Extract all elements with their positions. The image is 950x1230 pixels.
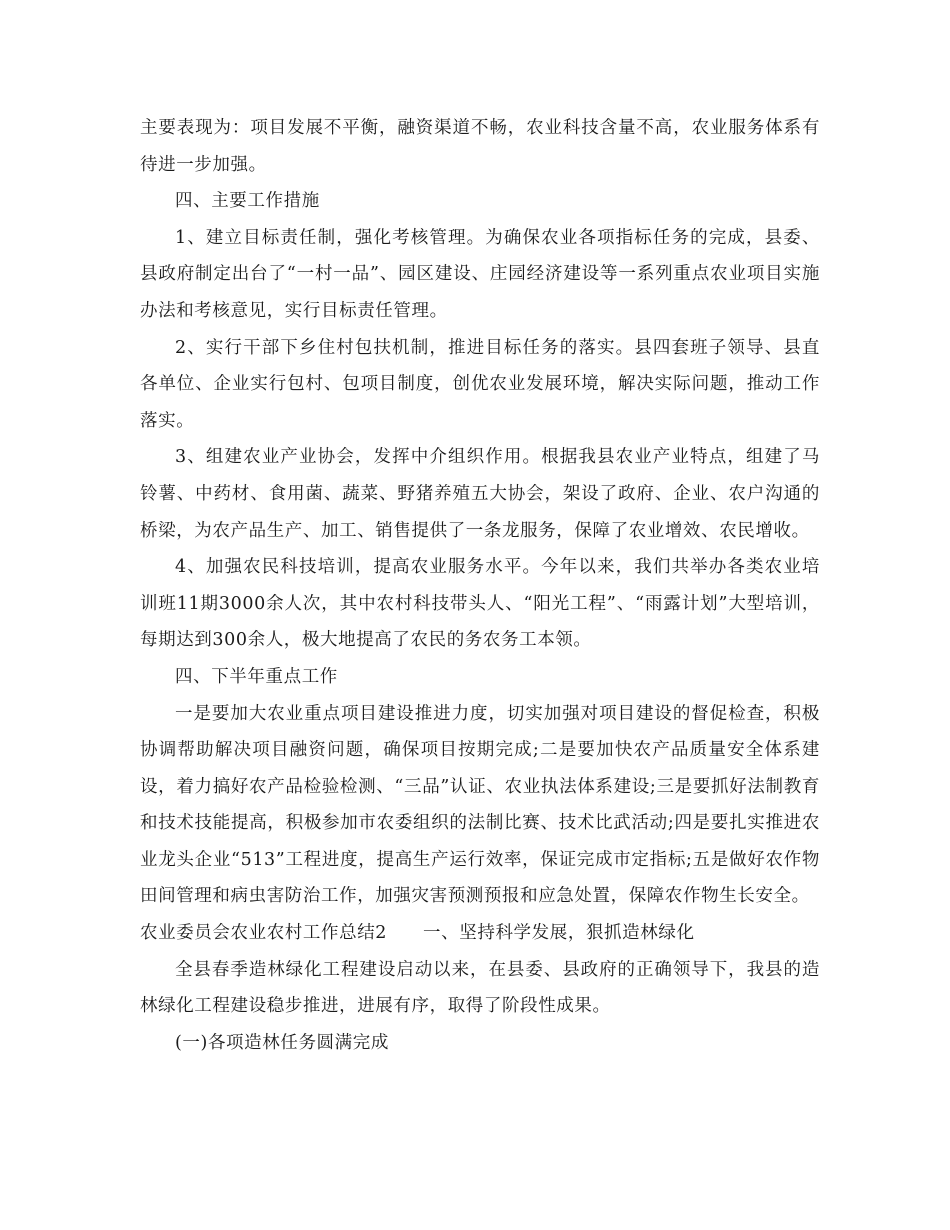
paragraph-measure-1: 1、建立目标责任制，强化考核管理。为确保农业各项指标任务的完成，县委、县政府制定出台了“一村一品”、园区建设、庄园经济建设等一系列重点农业项目实施办法和考核意见，实行目标责任管理。 — [140, 227, 820, 321]
section-heading-afforestation: 一、坚持科学发展，狠抓造林绿化 — [423, 923, 695, 944]
document-title-2: 农业委员会农业农村工作总结2 — [140, 923, 388, 944]
paragraph-problems: 主要表现为：项目发展不平衡，融资渠道不畅，农业科技含量不高，农业服务体系有待进一步加强。 — [140, 118, 820, 175]
subheading-tasks-completed: (一)各项造林任务圆满完成 — [175, 1032, 389, 1053]
paragraph-measure-2: 2、实行干部下乡住村包扶机制，推进目标任务的落实。县四套班子领导、县直各单位、企业实行包村、包项目制度，创优农业发展环境，解决实际问题，推动工作落实。 — [140, 337, 820, 431]
section-heading-second-half: 四、下半年重点工作 — [175, 666, 338, 687]
heading-line — [140, 915, 820, 952]
paragraph-key-work: 一是要加大农业重点项目建设推进力度，切实加强对项目建设的督促检查，积极协调帮助解决项目融资问题，确保项目按期完成;二是要加快农产品质量安全体系建设，着力搞好农产品检验检测、“三品”认证、农业执法体系建设;三是要抓好法制教育和技术技能提高，积极参加市农委组织的法制比赛、技术比武活动;四是要扎实推进农业龙头企业“513”工程进度，提高生产运行效率，保证完成市定指标;五是做好农作物田间管理和病虫害防治工作，加强灾害预测预报和应急处置，保障农作物生长安全。 — [140, 703, 820, 907]
paragraph-afforestation-intro: 全县春季造林绿化工程建设启动以来，在县委、县政府的正确领导下，我县的造林绿化工程建设稳步推进，进展有序，取得了阶段性成果。 — [140, 959, 820, 1017]
paragraph-measure-4: 4、加强农民科技培训，提高农业服务水平。今年以来，我们共举办各类农业培训班11期3000余人次，其中农村科技带头人、“阳光工程”、“雨露计划”大型培训，每期达到300余人，极大地提高了农民的务农务工本领。 — [140, 557, 820, 651]
paragraph-measure-3: 3、组建农业产业协会，发挥中介组织作用。根据我县农业产业特点，组建了马铃薯、中药材、食用菌、蔬菜、野猪养殖五大协会，架设了政府、企业、农户沟通的桥梁，为农产品生产、加工、销售提供了一条龙服务，保障了农业增效、农民增收。 — [140, 447, 820, 541]
section-heading-measures: 四、主要工作措施 — [175, 191, 320, 212]
document-body — [140, 110, 820, 1061]
